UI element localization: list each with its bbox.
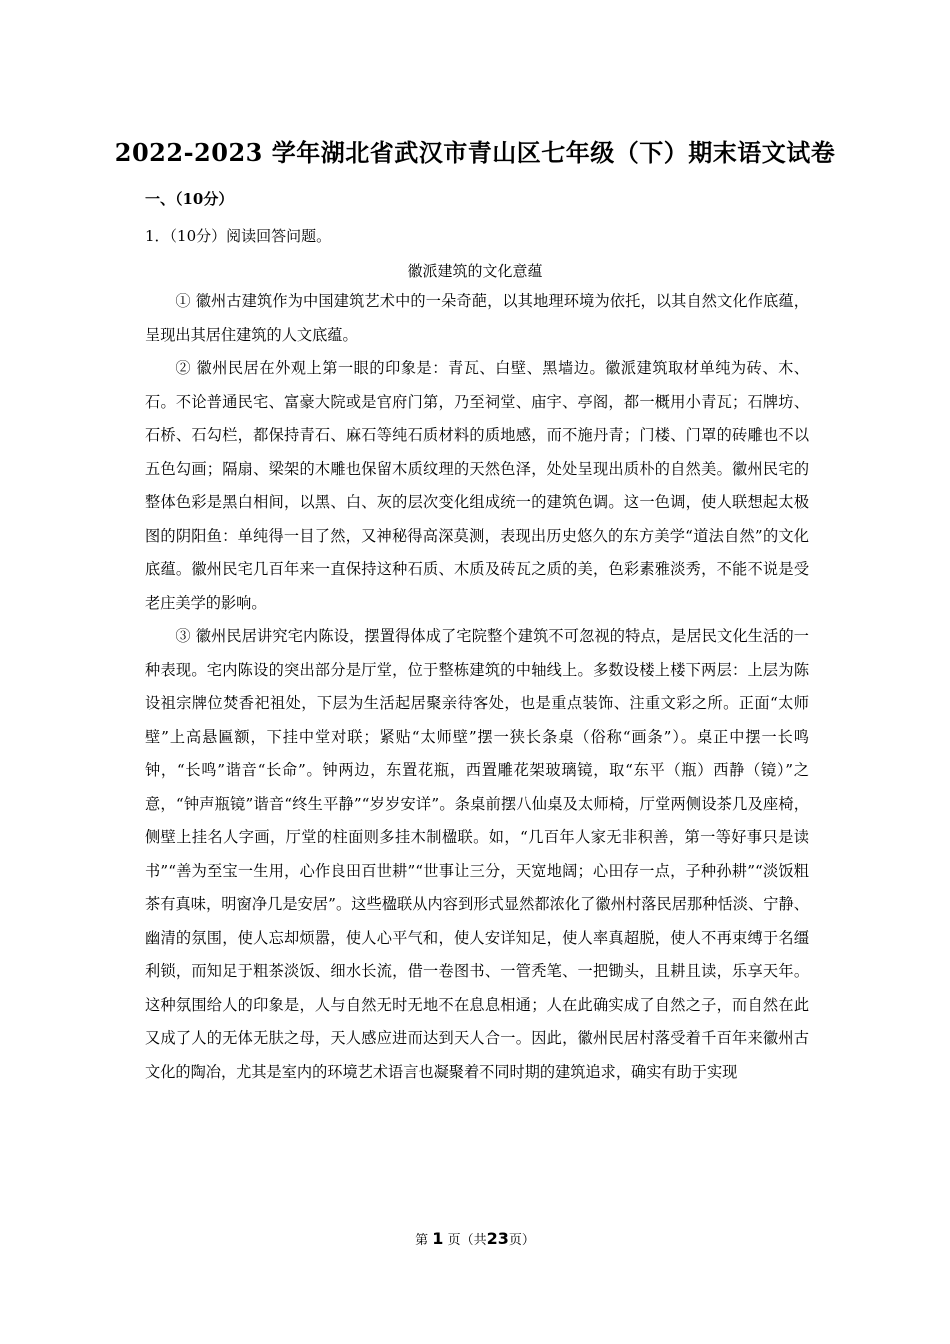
exam-title: 2022-2023 学年湖北省武汉市青山区七年级（下）期末语文试卷	[114, 138, 836, 167]
paragraph-3: ③ 徽州民居讲究宅内陈设，摆置得体成了宅院整个建筑不可忽视的特点，是居民文化生活的一种表现。宅内陈设的突出部分是厅堂，位于整栋建筑的中轴线上。多数设楼上楼下两层：上层为陈设祖宗牌位焚香祀祖处，下层为生活起居聚亲待客处，也是重点装饰、注重文彩之所。正面“太师壁”上高悬匾额，下挂中堂对联；紧贴“太师壁”摆一狭长条桌（俗称“画条”）。桌正中摆一长鸣钟，“长鸣”谐音“长命”。钟两边，东置花瓶，西置雕花架玻璃镜，取“东平（瓶）西静（镜）”之意，“钟声瓶镜”谐音“终生平静”“岁岁安详”。条桌前摆八仙桌及太师椅，厅堂两侧设茶几及座椅，侧壁上挂名人字画，厅堂的柱面则多挂木制楹联。如，“几百年人家无非积善，第一等好事只是读书”“善为至宝一生用，心作良田百世耕”“世事让三分，天宽地阔；心田存一点，子种孙耕”“淡饭粗茶有真味，明窗净几是安居”。这些楹联从内容到形式显然都浓化了徽州村落民居那种恬淡、宁静、幽清的氛围，使人忘却烦嚣，使人心平气和，使人安详知足，使人率真超脱，使人不再束缚于名缰利锁，而知足于粗茶淡饭、细水长流，借一卷图书、一管秃笔、一把锄头，且耕且读，乐享天年。这种氛围给人的印象是，人与自然无时无地不在息息相通；人在此确实成了自然之子，而自然在此又成了人的无体无肤之母，天人感应进而达到天人合一。因此，徽州民居村落受着千百年来徽州古文化的陶冶，尤其是室内的环境艺术语言也凝聚着不同时期的建筑追求，确实有助于实现	[145, 627, 809, 1081]
total-pages: 23	[486, 1229, 509, 1248]
question-prompt: 1．（10分）阅读回答问题。	[145, 227, 332, 245]
section-heading: 一、（10分）	[145, 190, 234, 208]
footer-suffix: 页）	[508, 1233, 535, 1248]
footer-prefix: 第	[415, 1233, 429, 1248]
article-title: 徽派建筑的文化意蕴	[407, 262, 543, 280]
footer-mid: 页（共	[447, 1233, 487, 1248]
paragraph-1: ① 徽州古建筑作为中国建筑艺术中的一朵奇葩，以其地理环境为依托，以其自然文化作底蕴，呈现出其居住建筑的人文底蕴。	[145, 292, 809, 344]
paragraph-2: ② 徽州民居在外观上第一眼的印象是：青瓦、白壁、黑墙边。徽派建筑取材单纯为砖、木、石。不论普通民宅、富豪大院或是官府门第，乃至祠堂、庙宇、亭阁，都一概用小青瓦；石牌坊、石桥、石勾栏，都保持青石、麻石等纯石质材料的质地感，而不施丹青；门楼、门罩的砖雕也不以五色勾画；隔扇、梁架的木雕也保留木质纹理的天然色泽，处处呈现出质朴的自然美。徽州民宅的整体色彩是黑白相间，以黑、白、灰的层次变化组成统一的建筑色调。这一色调，使人联想起太极图的阴阳鱼：单纯得一目了然，又神秘得高深莫测，表现出历史悠久的东方美学“道法自然”的文化底蕴。徽州民宅几百年来一直保持这种石质、木质及砖瓦之质的美，色彩素雅淡秀，不能不说是受老庄美学的影响。	[145, 359, 809, 612]
page-footer	[0, 1229, 950, 1248]
article-body	[145, 285, 809, 1089]
page-number: 1	[432, 1229, 444, 1248]
